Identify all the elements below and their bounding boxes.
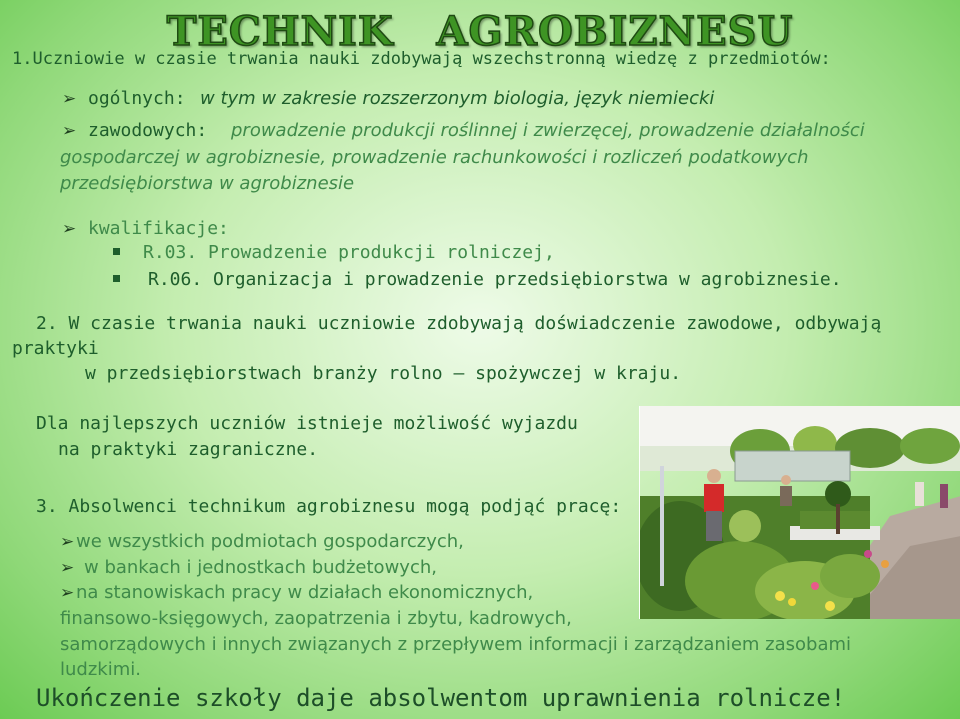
vocational-line-2: gospodarczej w agrobiznesie, prowadzenie rachunkowości i rozliczeń podatkowych	[60, 147, 809, 168]
nursery-photo	[639, 406, 960, 619]
section-2-line-1: 2. W czasie trwania nauki uczniowie zdobywają doświadczenie zawodowe, odbywają	[36, 313, 882, 334]
square-bullet-icon	[113, 275, 120, 282]
vocational-line-3: przedsiębiorstwa w agrobiznesie	[60, 173, 355, 194]
section-3-heading: 3. Absolwenci technikum agrobiznesu mogą podjąć pracę:	[36, 496, 622, 517]
final-statement: Ukończenie szkoły daje absolwentom uprawnienia rolnicze!	[36, 684, 846, 712]
qualifications-label: kwalifikacje:	[88, 218, 229, 239]
arrow-bullet-icon: ➢	[62, 121, 77, 141]
vocational-label: zawodowych:	[88, 120, 208, 141]
page-title: TECHNIK AGROBIZNESU	[166, 8, 794, 55]
section-3-line-6: ludzkimi.	[60, 659, 141, 680]
square-bullet-icon	[113, 248, 120, 255]
section-3-item-1: we wszystkich podmiotach gospodarczych,	[76, 531, 464, 552]
arrow-bullet-icon: ➢	[60, 583, 75, 603]
general-text: w tym w zakresie rozszerzonym biologia, język niemiecki	[200, 88, 715, 109]
section-2-line-3: w przedsiębiorstwach branży rolno – spożywczej w kraju.	[85, 363, 682, 384]
intro-text: 1.Uczniowie w czasie trwania nauki zdobywają wszechstronną wiedzę z przedmiotów:	[12, 49, 831, 69]
qualification-item: R.06. Organizacja i prowadzenie przedsiębiorstwa w agrobiznesie.	[148, 269, 842, 290]
vocational-line-1: prowadzenie produkcji roślinnej i zwierzęcej, prowadzenie działalności	[231, 120, 865, 141]
section-3-line-4: finansowo-księgowych, zaopatrzenia i zbytu, kadrowych,	[60, 608, 572, 629]
abroad-line-2: na praktyki zagraniczne.	[58, 439, 319, 460]
arrow-bullet-icon: ➢	[60, 532, 75, 552]
abroad-line-1: Dla najlepszych uczniów istnieje możliwość wyjazdu	[36, 413, 578, 434]
arrow-bullet-icon: ➢	[62, 219, 77, 239]
section-2-line-2: praktyki	[12, 338, 99, 359]
section-3-item-3: na stanowiskach pracy w działach ekonomicznych,	[76, 582, 534, 603]
section-3-item-2: w bankach i jednostkach budżetowych,	[84, 557, 437, 578]
arrow-bullet-icon: ➢	[62, 89, 77, 109]
qualification-item: R.03. Prowadzenie produkcji rolniczej,	[143, 242, 555, 263]
general-label: ogólnych:	[88, 88, 186, 109]
section-3-line-5: samorządowych i innych związanych z przepływem informacji i zarządzaniem zasobami	[60, 634, 852, 655]
arrow-bullet-icon: ➢	[60, 558, 75, 578]
